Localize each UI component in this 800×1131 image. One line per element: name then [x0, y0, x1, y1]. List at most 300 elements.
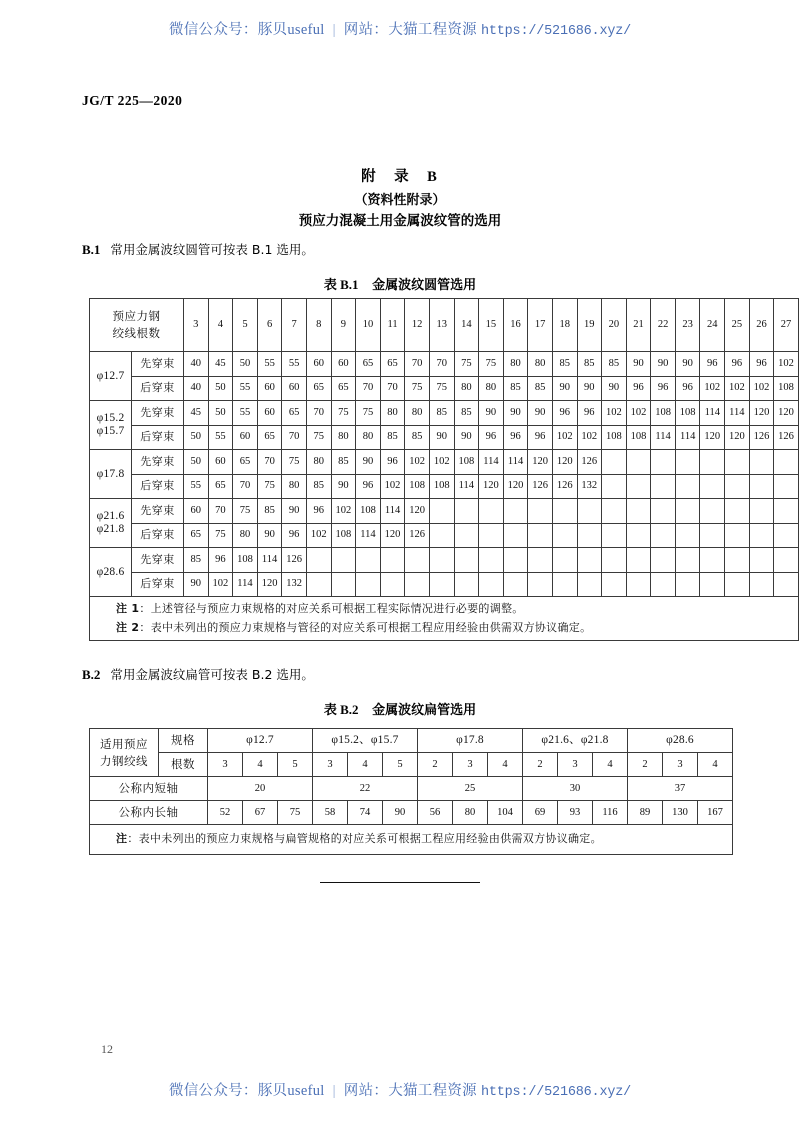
table-b1-cell: 96: [675, 376, 700, 401]
table-b1-col-header: 27: [774, 299, 799, 352]
table-b1-cell: 85: [552, 352, 577, 377]
table-b1-cell: 90: [602, 376, 627, 401]
table-b1-cell: 108: [602, 425, 627, 450]
table-b1-cell: [749, 523, 774, 548]
table-b1-cell: [749, 450, 774, 475]
table-b1-cell: 70: [282, 425, 307, 450]
table-b1-cell: 75: [429, 376, 454, 401]
table-b1-cell: 70: [380, 376, 405, 401]
table-b2: [89, 728, 733, 855]
table-b1-cell: 65: [282, 401, 307, 426]
table-b2-major-cell: 104: [488, 801, 523, 825]
table-b2-count-cell: 3: [208, 753, 243, 777]
watermark-separator-b: |: [332, 1083, 336, 1099]
table-b1-cell: 75: [331, 401, 356, 426]
table-b2-major-cell: 93: [558, 801, 593, 825]
table-b1-cell: 75: [405, 376, 430, 401]
table-b1-col-header: 13: [429, 299, 454, 352]
table-b1-cell: 126: [405, 523, 430, 548]
table-b1-col-header: 25: [725, 299, 750, 352]
table-b1-cell: 70: [306, 401, 331, 426]
table-b1-cell: [774, 523, 799, 548]
table-b2-minor-cell: 37: [628, 777, 733, 801]
table-b1-cell: 96: [725, 352, 750, 377]
table-b1-cell: [380, 572, 405, 597]
table-b1-cell: [749, 499, 774, 524]
clause-b2-number: B.2: [82, 667, 101, 682]
annex-subtitle: （资料性附录）: [354, 193, 446, 208]
table-b1-cell: 80: [282, 474, 307, 499]
table-b1-cell: [725, 548, 750, 573]
table-b2-spec-row: [90, 729, 733, 753]
table-b1-cell: 114: [651, 425, 676, 450]
table-b1-cell: 85: [380, 425, 405, 450]
table-b1-col-header: 14: [454, 299, 479, 352]
table-b2-major-cell: 74: [348, 801, 383, 825]
table-b1-cell: 60: [208, 450, 233, 475]
table-b1-spec-label: φ28.6: [90, 548, 132, 597]
table-b2-major-cell: 52: [208, 801, 243, 825]
table-b1-cell: 114: [233, 572, 258, 597]
table-b1-cell: 85: [602, 352, 627, 377]
table-b1-cell: 65: [380, 352, 405, 377]
table-b1-cell: 85: [306, 474, 331, 499]
table-b1-cell: 85: [528, 376, 553, 401]
table-b1-cell: 120: [725, 425, 750, 450]
table-b1-caption-label: 表 B.1: [323, 277, 359, 292]
table-b1-cell: 90: [528, 401, 553, 426]
table-b2-count-cell: 4: [593, 753, 628, 777]
table-b1-cell: 126: [749, 425, 774, 450]
table-b1-cell: [675, 548, 700, 573]
watermark-bottom: [0, 1079, 800, 1100]
table-b1-cell: [700, 474, 725, 499]
table-b1-cell: 90: [356, 450, 381, 475]
watermark-wechat-label-b: 微信公众号：: [168, 1083, 258, 1099]
table-b2-major-cell: 58: [313, 801, 348, 825]
table-b1-cell: 55: [184, 474, 209, 499]
table-b1-cell: 102: [700, 376, 725, 401]
table-b1-cell: [479, 523, 504, 548]
table-b2-major-cell: 75: [278, 801, 313, 825]
table-b2-count-row: [90, 753, 733, 777]
table-b2-minor-cell: 20: [208, 777, 313, 801]
table-b2-count-cell: 2: [418, 753, 453, 777]
table-b1-cell: 85: [257, 499, 282, 524]
table-b1-col-header: 12: [405, 299, 430, 352]
table-b1-cell: 50: [208, 376, 233, 401]
table-b1-spec-label: φ15.2 φ15.7: [90, 401, 132, 450]
table-b1-cell: 80: [306, 450, 331, 475]
table-b1-cell: [528, 523, 553, 548]
table-b1-col-header: 3: [184, 299, 209, 352]
table-b1-cell: 45: [208, 352, 233, 377]
table-b1-cell: 120: [528, 450, 553, 475]
table-b1-cell: [774, 499, 799, 524]
table-b2-minor-row: [90, 777, 733, 801]
table-b1-cell: 55: [233, 401, 258, 426]
table-b1-cell: 55: [282, 352, 307, 377]
table-b1: [89, 298, 799, 641]
table-b1-cell: 50: [208, 401, 233, 426]
table-b1-cell: 96: [528, 425, 553, 450]
table-b1-cell: 114: [675, 425, 700, 450]
table-b1-caption-title: 金属波纹圆管选用: [372, 278, 477, 293]
table-b1-cell: 102: [749, 376, 774, 401]
table-b1-cell: 55: [233, 376, 258, 401]
table-b1-cell: [454, 548, 479, 573]
table-b1-cell: [577, 499, 602, 524]
table-b1-cell: [503, 548, 528, 573]
table-b1-cell: 102: [626, 401, 651, 426]
table-b1-cell: 108: [331, 523, 356, 548]
table-b2-minor-cell: 25: [418, 777, 523, 801]
table-b1-cell: 75: [454, 352, 479, 377]
table-b1-cell: 114: [725, 401, 750, 426]
table-b1-cell: 102: [577, 425, 602, 450]
table-b1-cell: 70: [405, 352, 430, 377]
table-b1-cell: [774, 548, 799, 573]
table-b1-cell: [331, 548, 356, 573]
table-b1-row: [90, 352, 799, 377]
table-b1-cell: 75: [479, 352, 504, 377]
table-b1-corner-label: 预应力钢 绞线根数: [90, 299, 184, 352]
table-b1-cell: [503, 523, 528, 548]
table-b2-minor-row-label: 公称内短轴: [90, 777, 208, 801]
table-b1-spec-label: φ12.7: [90, 352, 132, 401]
page-number: 12: [101, 1042, 113, 1056]
table-b1-cell: 102: [429, 450, 454, 475]
clause-b2: [82, 665, 314, 683]
watermark-url-b: https://521686.xyz/: [480, 1085, 632, 1100]
table-b1-cell: 80: [380, 401, 405, 426]
watermark-top: [0, 18, 800, 39]
table-b1-cell: 126: [528, 474, 553, 499]
table-b1-cell: [429, 572, 454, 597]
clause-b2-text: 常用金属波纹扁管可按表 B.2 选用。: [110, 667, 314, 682]
table-b2-count-cell: 4: [698, 753, 733, 777]
table-b1-cell: 114: [454, 474, 479, 499]
table-b1-cell: [651, 450, 676, 475]
table-b1-cell: [626, 474, 651, 499]
table-b1-cell: 102: [331, 499, 356, 524]
table-b1-col-header: 5: [233, 299, 258, 352]
table-b1-cell: [454, 499, 479, 524]
table-b1-notes: [90, 597, 799, 641]
table-b1-type-pre: 先穿束: [132, 352, 184, 377]
table-b1-cell: [725, 450, 750, 475]
table-b1-cell: 102: [405, 450, 430, 475]
table-b2-spec-cell: φ28.6: [628, 729, 733, 753]
table-b1-cell: [700, 548, 725, 573]
table-b2-major-cell: 80: [453, 801, 488, 825]
table-b1-cell: 70: [208, 499, 233, 524]
table-b1-type-pre: 先穿束: [132, 499, 184, 524]
table-b1-cell: 85: [454, 401, 479, 426]
table-b1-cell: 108: [675, 401, 700, 426]
table-b1-cell: 75: [257, 474, 282, 499]
table-b1-cell: [552, 548, 577, 573]
table-b2-count-cell: 3: [663, 753, 698, 777]
table-b1-cell: [774, 474, 799, 499]
table-b1-cell: 90: [454, 425, 479, 450]
table-b1-cell: [725, 474, 750, 499]
watermark-wechat-label: 微信公众号：: [168, 22, 258, 38]
table-b1-cell: 102: [774, 352, 799, 377]
table-b1-cell: 90: [577, 376, 602, 401]
table-b1-cell: [479, 499, 504, 524]
table-b1-cell: [700, 572, 725, 597]
table-b1-cell: 70: [429, 352, 454, 377]
table-b1-cell: [552, 572, 577, 597]
table-b1-cell: 126: [577, 450, 602, 475]
table-b2-major-cell: 116: [593, 801, 628, 825]
table-b2-major-cell: 167: [698, 801, 733, 825]
table-b1-cell: 85: [577, 352, 602, 377]
table-b2-spec-cell: φ15.2、φ15.7: [313, 729, 418, 753]
table-b1-cell: [725, 523, 750, 548]
table-b1-cell: [577, 523, 602, 548]
table-b1-cell: 114: [479, 450, 504, 475]
table-b1-col-header: 15: [479, 299, 504, 352]
table-b1-cell: 90: [331, 474, 356, 499]
table-b1-cell: 60: [331, 352, 356, 377]
table-b1-cell: 120: [700, 425, 725, 450]
table-b1-cell: 80: [503, 352, 528, 377]
table-b1-row: [90, 425, 799, 450]
table-b1-cell: 65: [184, 523, 209, 548]
table-b2-note: 注：表中未列出的预应力束规格与扁管规格的对应关系可根据工程应用经验由供需双方协议确定。: [90, 825, 733, 855]
table-b1-cell: 65: [257, 425, 282, 450]
table-b1-cell: 120: [552, 450, 577, 475]
table-b1-cell: [577, 572, 602, 597]
clause-b1: [82, 240, 314, 258]
table-b1-cell: 96: [700, 352, 725, 377]
table-b1-row: [90, 499, 799, 524]
table-b1-cell: 120: [503, 474, 528, 499]
table-b1-row: [90, 450, 799, 475]
table-b1-cell: 60: [184, 499, 209, 524]
watermark-wechat-name: 豚贝useful: [257, 22, 325, 38]
table-b1-cell: 96: [749, 352, 774, 377]
table-b1-cell: [749, 474, 774, 499]
table-b2-major-cell: 130: [663, 801, 698, 825]
table-b1-col-header: 26: [749, 299, 774, 352]
table-b1-cell: 120: [405, 499, 430, 524]
table-b1-cell: [700, 523, 725, 548]
table-b1-cell: [602, 572, 627, 597]
watermark-site-label: 网站：: [343, 22, 389, 38]
table-b2-minor-cell: 22: [313, 777, 418, 801]
table-b1-cell: [552, 523, 577, 548]
table-b1-type-post: 后穿束: [132, 376, 184, 401]
table-b1-type-post: 后穿束: [132, 572, 184, 597]
table-b1-cell: 80: [331, 425, 356, 450]
table-b1-cell: [626, 499, 651, 524]
table-b1-cell: [356, 572, 381, 597]
table-b1-cell: 80: [528, 352, 553, 377]
table-b2-note-row: [90, 825, 733, 855]
table-b1-note: 注 1：上述管径与预应力束规格的对应关系可根据工程实际情况进行必要的调整。: [116, 602, 524, 615]
table-b1-col-header: 6: [257, 299, 282, 352]
table-b1-cell: 90: [651, 352, 676, 377]
table-b1-cell: 90: [282, 499, 307, 524]
table-b1-cell: [503, 572, 528, 597]
table-b1-row: [90, 548, 799, 573]
table-b1-cell: 90: [552, 376, 577, 401]
table-b1-cell: [700, 450, 725, 475]
table-b1-cell: [405, 548, 430, 573]
table-b1-cell: 85: [503, 376, 528, 401]
table-b1-cell: 102: [602, 401, 627, 426]
table-b2-count-cell: 5: [278, 753, 313, 777]
table-b2-spec-cell: φ12.7: [208, 729, 313, 753]
table-b1-note: 注 2：表中未列出的预应力束规格与管径的对应关系可根据工程应用经验由供需双方协议确定。: [116, 620, 592, 634]
table-b1-cell: 55: [208, 425, 233, 450]
table-b1-col-header: 23: [675, 299, 700, 352]
table-b1-cell: 96: [479, 425, 504, 450]
table-b1-cell: 80: [479, 376, 504, 401]
table-b1-cell: 75: [208, 523, 233, 548]
table-b1-cell: 114: [503, 450, 528, 475]
table-b2-minor-cell: 30: [523, 777, 628, 801]
table-b2-count-cell: 3: [558, 753, 593, 777]
table-b1-col-header: 16: [503, 299, 528, 352]
table-b1-cell: 65: [331, 376, 356, 401]
table-b1-header-row: [90, 299, 799, 352]
watermark-site-name-b: 大猫工程资源: [388, 1083, 477, 1099]
table-b1-cell: 90: [503, 401, 528, 426]
table-b1-cell: [675, 499, 700, 524]
table-b1-cell: 60: [257, 376, 282, 401]
clause-b1-number: B.1: [82, 242, 101, 257]
table-b1-cell: 96: [306, 499, 331, 524]
table-b1-cell: [306, 548, 331, 573]
table-b1-cell: 60: [257, 401, 282, 426]
table-b1-cell: 96: [356, 474, 381, 499]
table-b1-row: [90, 376, 799, 401]
table-b1-cell: 50: [233, 352, 258, 377]
table-b2-caption-label: 表 B.2: [323, 702, 359, 717]
table-b1-type-post: 后穿束: [132, 425, 184, 450]
table-b1-cell: [651, 548, 676, 573]
table-b1-row: [90, 401, 799, 426]
table-b1-cell: 75: [356, 401, 381, 426]
table-b1-cell: [454, 523, 479, 548]
table-b2-caption: [0, 699, 800, 718]
table-b1-cell: [479, 548, 504, 573]
table-b2-count-row-label: 根数: [159, 753, 208, 777]
watermark-separator: |: [332, 22, 336, 38]
table-b1-cell: 60: [282, 376, 307, 401]
table-b1-cell: 114: [356, 523, 381, 548]
table-b1-cell: 126: [282, 548, 307, 573]
table-b1-col-header: 17: [528, 299, 553, 352]
table-b1-col-header: 11: [380, 299, 405, 352]
table-b1-cell: [602, 450, 627, 475]
table-b1-cell: 102: [208, 572, 233, 597]
table-b1-cell: 40: [184, 376, 209, 401]
table-b1-col-header: 22: [651, 299, 676, 352]
table-b1-cell: 126: [552, 474, 577, 499]
table-b1-cell: 120: [479, 474, 504, 499]
table-b1-cell: 45: [184, 401, 209, 426]
table-b2-count-cell: 2: [523, 753, 558, 777]
standard-number: JG/T 225—2020: [82, 93, 183, 108]
table-b2-major-cell: 67: [243, 801, 278, 825]
table-b1-cell: [528, 499, 553, 524]
table-b1-cell: 108: [356, 499, 381, 524]
table-b2-corner-label: 适用预应 力钢绞线: [90, 729, 159, 777]
table-b1-cell: 96: [651, 376, 676, 401]
table-b1-cell: 85: [405, 425, 430, 450]
table-b2-major-row-label: 公称内长轴: [90, 801, 208, 825]
table-b1-cell: 90: [626, 352, 651, 377]
table-b1-cell: [651, 572, 676, 597]
table-b1-col-header: 7: [282, 299, 307, 352]
table-b1-cell: 96: [552, 401, 577, 426]
end-of-text-rule: [320, 882, 480, 883]
table-b1-caption: [0, 274, 800, 293]
table-b1-cell: [429, 548, 454, 573]
table-b1-cell: [749, 548, 774, 573]
table-b1-cell: 102: [380, 474, 405, 499]
table-b2-count-cell: 3: [453, 753, 488, 777]
table-b1-cell: 60: [306, 352, 331, 377]
table-b1-cell: 96: [282, 523, 307, 548]
table-b1-spec-label: φ21.6 φ21.8: [90, 499, 132, 548]
table-b1-cell: 120: [774, 401, 799, 426]
table-b1-col-header: 21: [626, 299, 651, 352]
table-b2-major-cell: 56: [418, 801, 453, 825]
table-b1-cell: 120: [257, 572, 282, 597]
table-b2-major-cell: 90: [383, 801, 418, 825]
table-b1-spec-label: φ17.8: [90, 450, 132, 499]
table-b1-cell: [331, 572, 356, 597]
table-b1-row: [90, 523, 799, 548]
table-b1-cell: 55: [257, 352, 282, 377]
watermark-wechat-name-b: 豚贝useful: [257, 1083, 325, 1099]
table-b2-count-cell: 4: [488, 753, 523, 777]
table-b1-col-header: 18: [552, 299, 577, 352]
table-b1-cell: 102: [725, 376, 750, 401]
table-b1-type-post: 后穿束: [132, 474, 184, 499]
table-b1-cell: 65: [306, 376, 331, 401]
table-b1-cell: [503, 499, 528, 524]
table-b1-cell: 108: [233, 548, 258, 573]
table-b1-cell: 132: [577, 474, 602, 499]
table-b1-cell: 120: [749, 401, 774, 426]
table-b1-cell: [528, 572, 553, 597]
table-b1-cell: [651, 474, 676, 499]
table-b1-cell: 96: [208, 548, 233, 573]
table-b1-cell: 85: [429, 401, 454, 426]
table-b1-cell: 96: [626, 376, 651, 401]
table-b2-count-cell: 2: [628, 753, 663, 777]
table-b1-cell: 65: [233, 450, 258, 475]
table-b1-cell: 90: [479, 401, 504, 426]
table-b1-cell: 75: [282, 450, 307, 475]
watermark-site-label-b: 网站：: [343, 1083, 389, 1099]
table-b1-cell: [602, 474, 627, 499]
clause-b1-text: 常用金属波纹圆管可按表 B.1 选用。: [110, 242, 314, 257]
table-b1-cell: [429, 499, 454, 524]
table-b1-col-header: 8: [306, 299, 331, 352]
table-b1-cell: [675, 474, 700, 499]
table-b1-notes-row: [90, 597, 799, 641]
table-b1-cell: 70: [356, 376, 381, 401]
table-b1-cell: 108: [454, 450, 479, 475]
